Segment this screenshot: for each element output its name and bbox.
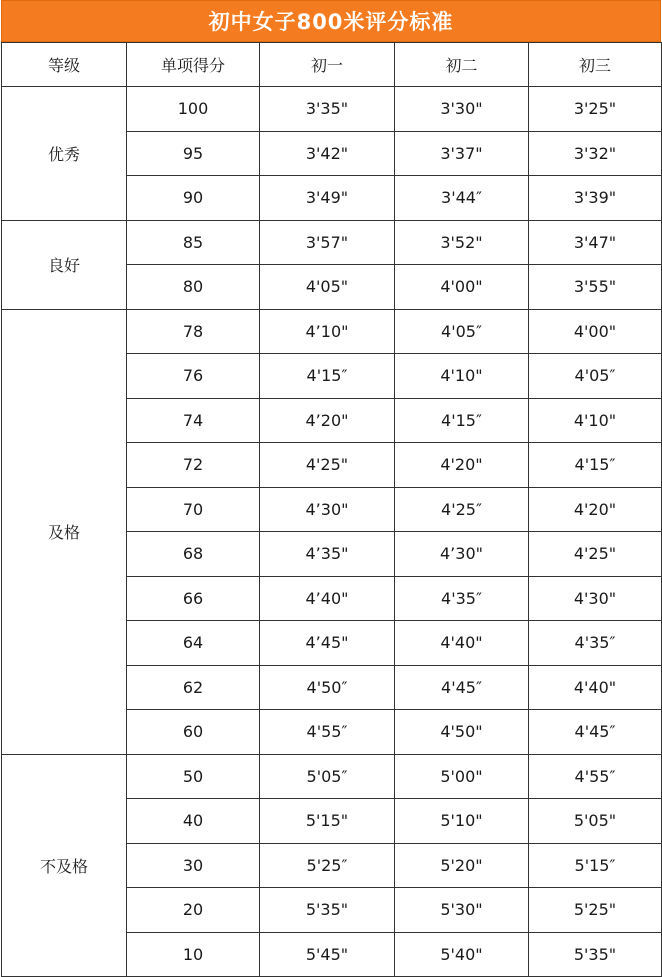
score-cell: 10	[127, 932, 260, 977]
grade-3-time-cell: 4'35″	[529, 621, 662, 666]
table-title: 初中女子800米评分标准	[1, 0, 661, 42]
score-cell: 50	[127, 754, 260, 799]
score-cell: 30	[127, 843, 260, 888]
header-grade-2: 初二	[395, 43, 529, 87]
grade-2-time-cell: 4'50"	[395, 710, 529, 755]
grade-3-time-cell: 3'47"	[529, 220, 662, 265]
grade-1-time-cell: 5'45"	[260, 932, 395, 977]
grade-2-time-cell: 5'10"	[395, 799, 529, 844]
grade-3-time-cell: 5'05"	[529, 799, 662, 844]
grade-1-time-cell: 4'50″	[260, 665, 395, 710]
score-cell: 72	[127, 443, 260, 488]
grade-2-time-cell: 5'40"	[395, 932, 529, 977]
score-cell: 100	[127, 87, 260, 132]
grade-2-time-cell: 4'00"	[395, 265, 529, 310]
score-table	[1, 42, 662, 977]
grade-3-time-cell: 4'10"	[529, 398, 662, 443]
grade-2-time-cell: 4'45″	[395, 665, 529, 710]
grade-1-time-cell: 4'15″	[260, 354, 395, 399]
grade-level-cell: 良好	[2, 220, 127, 309]
grade-3-time-cell: 3'32"	[529, 131, 662, 176]
grade-2-time-cell: 4’30"	[395, 532, 529, 577]
grade-3-time-cell: 4'15″	[529, 443, 662, 488]
score-cell: 68	[127, 532, 260, 577]
score-cell: 90	[127, 176, 260, 221]
header-grade-1: 初一	[260, 43, 395, 87]
grade-3-time-cell: 4'30"	[529, 576, 662, 621]
score-cell: 66	[127, 576, 260, 621]
grade-3-time-cell: 5'15″	[529, 843, 662, 888]
score-standard-sheet	[1, 0, 661, 970]
score-cell: 64	[127, 621, 260, 666]
grade-1-time-cell: 4’40"	[260, 576, 395, 621]
grade-1-time-cell: 5'05″	[260, 754, 395, 799]
table-row	[2, 309, 662, 354]
score-cell: 20	[127, 888, 260, 933]
table-row	[2, 87, 662, 132]
grade-2-time-cell: 3'52"	[395, 220, 529, 265]
header-grade-3: 初三	[529, 43, 662, 87]
grade-1-time-cell: 4'55″	[260, 710, 395, 755]
grade-level-cell: 及格	[2, 309, 127, 754]
score-cell: 78	[127, 309, 260, 354]
score-cell: 95	[127, 131, 260, 176]
grade-3-time-cell: 5'35"	[529, 932, 662, 977]
grade-2-time-cell: 4'15″	[395, 398, 529, 443]
grade-2-time-cell: 5'00"	[395, 754, 529, 799]
grade-3-time-cell: 4'05″	[529, 354, 662, 399]
grade-1-time-cell: 4’10"	[260, 309, 395, 354]
grade-3-time-cell: 4'00"	[529, 309, 662, 354]
grade-2-time-cell: 3'30"	[395, 87, 529, 132]
grade-3-time-cell: 4'20"	[529, 487, 662, 532]
grade-3-time-cell: 4'55″	[529, 754, 662, 799]
grade-1-time-cell: 3'49"	[260, 176, 395, 221]
score-cell: 76	[127, 354, 260, 399]
score-cell: 70	[127, 487, 260, 532]
grade-1-time-cell: 4’35"	[260, 532, 395, 577]
grade-2-time-cell: 5'20"	[395, 843, 529, 888]
score-cell: 85	[127, 220, 260, 265]
table-body	[2, 87, 662, 977]
grade-2-time-cell: 5'30"	[395, 888, 529, 933]
grade-1-time-cell: 4'05"	[260, 265, 395, 310]
grade-1-time-cell: 3'42"	[260, 131, 395, 176]
header-grade: 等级	[2, 43, 127, 87]
grade-1-time-cell: 4'25"	[260, 443, 395, 488]
grade-1-time-cell: 4’30"	[260, 487, 395, 532]
grade-3-time-cell: 4'40"	[529, 665, 662, 710]
grade-1-time-cell: 5'25″	[260, 843, 395, 888]
grade-2-time-cell: 4'25″	[395, 487, 529, 532]
header-score: 单项得分	[127, 43, 260, 87]
grade-3-time-cell: 5'25"	[529, 888, 662, 933]
grade-2-time-cell: 4'40"	[395, 621, 529, 666]
grade-level-cell: 优秀	[2, 87, 127, 221]
grade-3-time-cell: 3'39"	[529, 176, 662, 221]
grade-1-time-cell: 5'15"	[260, 799, 395, 844]
score-cell: 62	[127, 665, 260, 710]
grade-2-time-cell: 4'05″	[395, 309, 529, 354]
grade-level-cell: 不及格	[2, 754, 127, 977]
grade-2-time-cell: 4'10"	[395, 354, 529, 399]
grade-2-time-cell: 3'44″	[395, 176, 529, 221]
grade-2-time-cell: 4'35″	[395, 576, 529, 621]
score-cell: 60	[127, 710, 260, 755]
grade-1-time-cell: 4’20"	[260, 398, 395, 443]
table-row	[2, 220, 662, 265]
grade-3-time-cell: 4'25"	[529, 532, 662, 577]
grade-1-time-cell: 4’45"	[260, 621, 395, 666]
header-row	[2, 43, 662, 87]
grade-3-time-cell: 3'25"	[529, 87, 662, 132]
table-row	[2, 754, 662, 799]
score-cell: 80	[127, 265, 260, 310]
grade-1-time-cell: 3'57"	[260, 220, 395, 265]
grade-3-time-cell: 3'55"	[529, 265, 662, 310]
grade-1-time-cell: 3'35"	[260, 87, 395, 132]
score-cell: 74	[127, 398, 260, 443]
grade-3-time-cell: 4'45″	[529, 710, 662, 755]
grade-1-time-cell: 5'35"	[260, 888, 395, 933]
grade-2-time-cell: 3'37"	[395, 131, 529, 176]
grade-2-time-cell: 4'20"	[395, 443, 529, 488]
score-cell: 40	[127, 799, 260, 844]
